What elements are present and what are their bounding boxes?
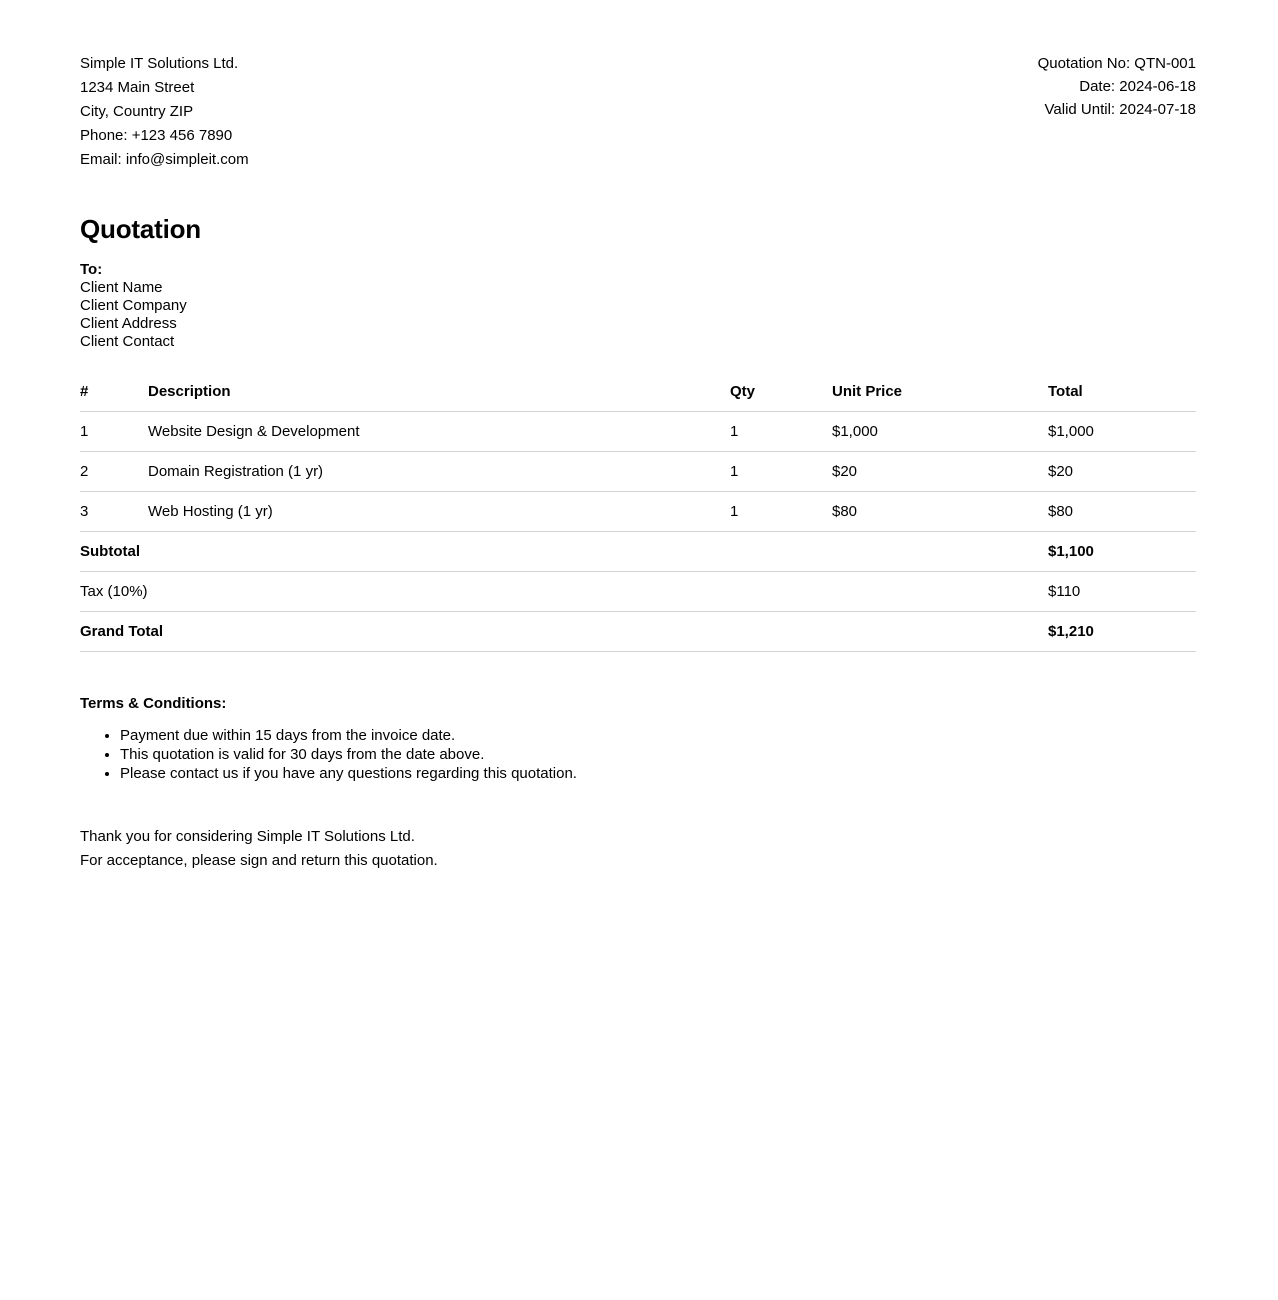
grand-total-value: $1,210 (1048, 612, 1196, 652)
subtotal-value: $1,100 (1048, 532, 1196, 572)
line-items-table (80, 383, 1196, 652)
table-head (80, 383, 1196, 412)
tax-row (80, 572, 1196, 612)
terms-list (80, 726, 1196, 783)
cell-unit-price: $1,000 (832, 412, 1048, 452)
table-row (80, 452, 1196, 492)
column-header-description: Description (148, 383, 730, 412)
client-info-block (80, 261, 1196, 351)
cell-unit-price: $20 (832, 452, 1048, 492)
cell-qty: 1 (730, 412, 832, 452)
company-phone: Phone: +123 456 7890 (80, 127, 233, 144)
cell-qty: 1 (730, 492, 832, 532)
list-item: • Please contact us if you have any questions regarding this quotation. (120, 764, 1196, 783)
closing-thanks: Thank you for considering Simple IT Solutions Ltd. (80, 828, 415, 845)
client-to-label: To: (80, 261, 103, 278)
cell-number: 3 (80, 492, 148, 532)
cell-unit-price: $80 (832, 492, 1048, 532)
quotation-number: Quotation No: QTN-001 (1037, 55, 1196, 72)
table-row (80, 492, 1196, 532)
table-header-row (80, 383, 1196, 412)
tax-label: Tax (10%) (80, 572, 1048, 612)
column-header-unit-price: Unit Price (832, 383, 1048, 412)
cell-number: 1 (80, 412, 148, 452)
cell-number: 2 (80, 452, 148, 492)
client-name: Client Name (80, 279, 163, 296)
closing-block (80, 825, 1196, 873)
column-header-qty: Qty (730, 383, 832, 412)
quotation-meta-block (1038, 52, 1196, 121)
document-header (80, 40, 1196, 172)
client-contact: Client Contact (80, 333, 175, 350)
column-header-total: Total (1048, 383, 1196, 412)
company-city: City, Country ZIP (80, 103, 194, 120)
company-info-block (80, 52, 249, 172)
grand-total-row (80, 612, 1196, 652)
cell-description: Website Design & Development (148, 412, 730, 452)
table-body (80, 412, 1196, 652)
tax-value: $110 (1048, 572, 1196, 612)
cell-qty: 1 (730, 452, 832, 492)
client-company: Client Company (80, 297, 187, 314)
cell-total: $20 (1048, 452, 1196, 492)
page-title: Quotation (80, 214, 201, 244)
cell-total: $1,000 (1048, 412, 1196, 452)
company-name: Simple IT Solutions Ltd. (80, 55, 239, 72)
list-item: • Payment due within 15 days from the invoice date. (120, 726, 1196, 745)
company-email: Email: info@simpleit.com (80, 151, 249, 168)
subtotal-label: Subtotal (80, 532, 1048, 572)
terms-heading: Terms & Conditions: (80, 695, 227, 712)
column-header-number: # (80, 383, 148, 412)
list-item: • This quotation is valid for 30 days from the date above. (120, 745, 1196, 764)
closing-acceptance: For acceptance, please sign and return this quotation. (80, 852, 438, 869)
grand-total-label: Grand Total (80, 612, 1048, 652)
cell-description: Domain Registration (1 yr) (148, 452, 730, 492)
company-street: 1234 Main Street (80, 79, 195, 96)
table-row (80, 412, 1196, 452)
quotation-date: Date: 2024-06-18 (1079, 78, 1196, 95)
subtotal-row (80, 532, 1196, 572)
cell-description: Web Hosting (1 yr) (148, 492, 730, 532)
quotation-valid-until: Valid Until: 2024-07-18 (1044, 101, 1196, 118)
client-address: Client Address (80, 315, 177, 332)
cell-total: $80 (1048, 492, 1196, 532)
